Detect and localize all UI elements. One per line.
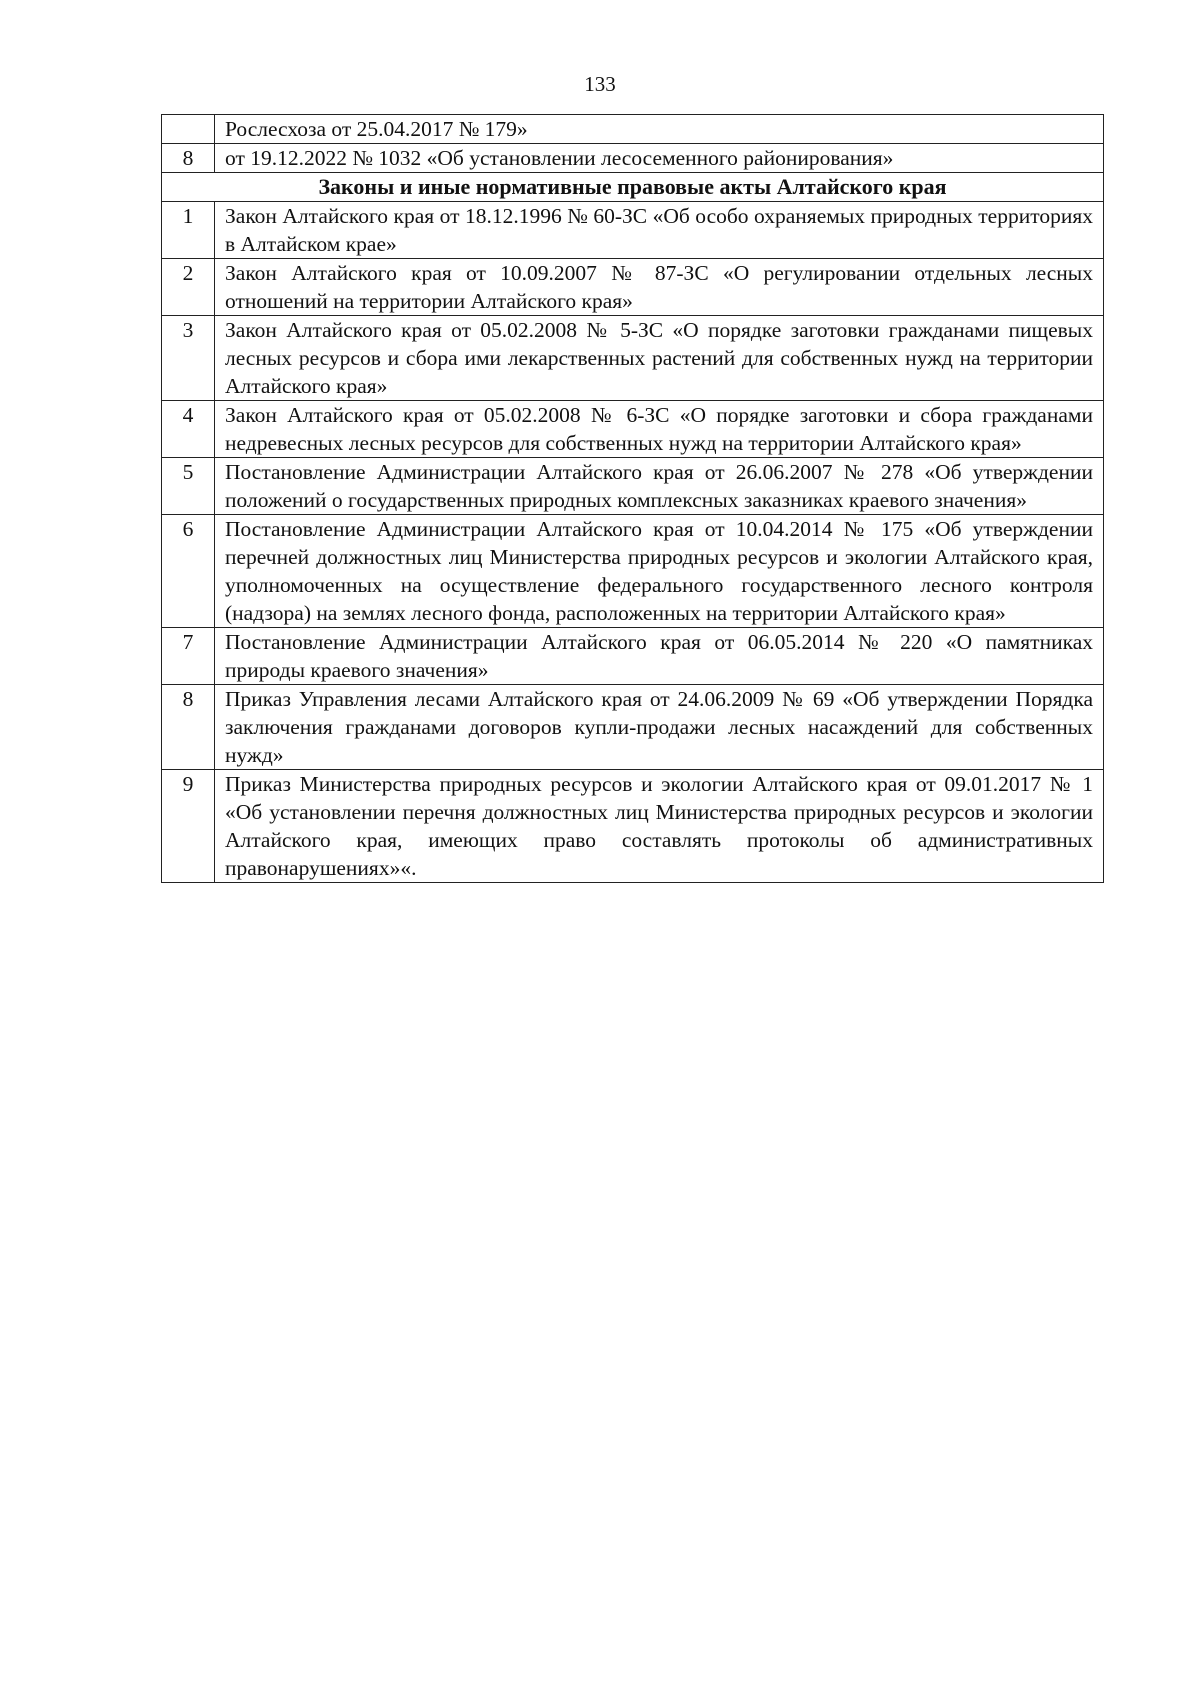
- section-header-row: [162, 173, 1104, 202]
- row-text: Приказ Министерства природных ресурсов и экологии Алтайского края от 09.01.2017 № 1 «Об установлении перечня должностных лиц Министерства природных ресурсов и экологии Алтайского края, имеющих право составлять протоколы об административных правонарушениях»«.: [215, 770, 1104, 883]
- row-text: Рослесхоза от 25.04.2017 № 179»: [215, 115, 1104, 144]
- row-text: от 19.12.2022 № 1032 «Об установлении лесосеменного районирования»: [215, 144, 1104, 173]
- table-row: [162, 685, 1104, 770]
- row-text: Закон Алтайского края от 05.02.2008 № 5-ЗС «О порядке заготовки гражданами пищевых лесных ресурсов и сбора ими лекарственных растений для собственных нужд на территории Алтайского края»: [215, 316, 1104, 401]
- table-row: [162, 115, 1104, 144]
- table-row: [162, 202, 1104, 259]
- table-row: [162, 401, 1104, 458]
- page-number: 133: [584, 72, 616, 96]
- row-number: [162, 115, 215, 144]
- row-number: 2: [162, 259, 215, 316]
- row-number: 6: [162, 515, 215, 628]
- row-number: 3: [162, 316, 215, 401]
- row-text: Закон Алтайского края от 10.09.2007 № 87-ЗС «О регулировании отдельных лесных отношений на территории Алтайского края»: [215, 259, 1104, 316]
- row-number: 9: [162, 770, 215, 883]
- row-text: Постановление Администрации Алтайского края от 06.05.2014 № 220 «О памятниках природы краевого значения»: [215, 628, 1104, 685]
- legal-acts-table: [161, 114, 1104, 883]
- table-row: [162, 628, 1104, 685]
- row-text: Приказ Управления лесами Алтайского края от 24.06.2009 № 69 «Об утверждении Порядка заключения гражданами договоров купли-продажи лесных насаждений для собственных нужд»: [215, 685, 1104, 770]
- row-text: Постановление Администрации Алтайского края от 26.06.2007 № 278 «Об утверждении положений о государственных природных комплексных заказниках краевого значения»: [215, 458, 1104, 515]
- table-row: [162, 259, 1104, 316]
- table-row: [162, 144, 1104, 173]
- row-number: 8: [162, 144, 215, 173]
- row-number: 1: [162, 202, 215, 259]
- section-title: Законы и иные нормативные правовые акты Алтайского края: [162, 173, 1104, 202]
- table-row: [162, 316, 1104, 401]
- row-text: Закон Алтайского края от 18.12.1996 № 60-ЗС «Об особо охраняемых природных территориях в Алтайском крае»: [215, 202, 1104, 259]
- row-text: Закон Алтайского края от 05.02.2008 № 6-ЗС «О порядке заготовки и сбора гражданами недревесных лесных ресурсов для собственных нужд на территории Алтайского края»: [215, 401, 1104, 458]
- row-number: 8: [162, 685, 215, 770]
- table-row: [162, 458, 1104, 515]
- table-row: [162, 515, 1104, 628]
- row-text: Постановление Администрации Алтайского края от 10.04.2014 № 175 «Об утверждении перечней должностных лиц Министерства природных ресурсов и экологии Алтайского края, уполномоченных на осуществление федерального государственного лесного контроля (надзора) на землях лесного фонда, расположенных на территории Алтайского края»: [215, 515, 1104, 628]
- table-row: [162, 770, 1104, 883]
- row-number: 5: [162, 458, 215, 515]
- row-number: 7: [162, 628, 215, 685]
- row-number: 4: [162, 401, 215, 458]
